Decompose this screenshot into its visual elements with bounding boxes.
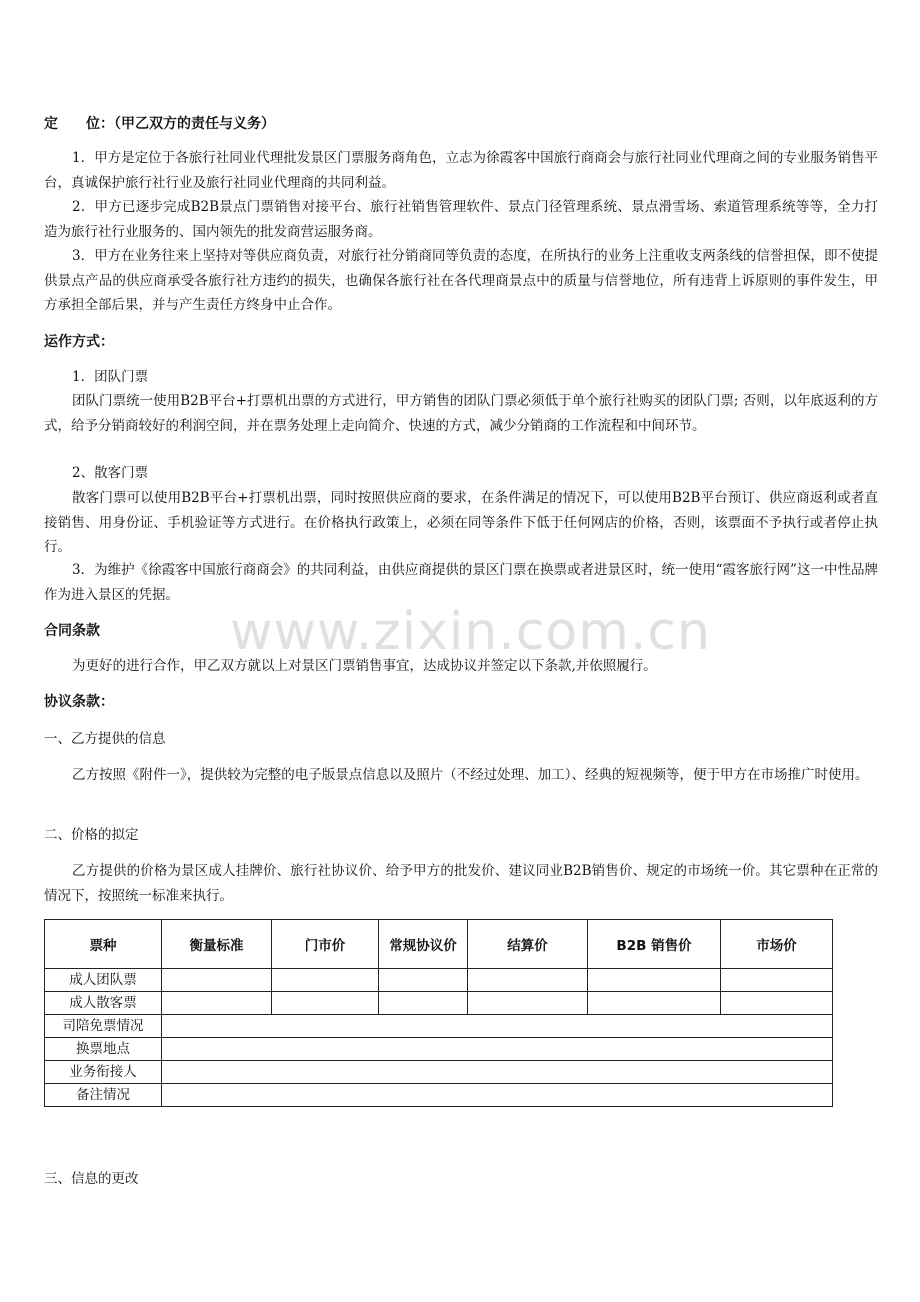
- row-label: 司陪免票情况: [45, 1015, 162, 1038]
- table-cell: [162, 992, 272, 1015]
- row-label: 成人散客票: [45, 992, 162, 1015]
- table-cell: [379, 969, 468, 992]
- table-cell: [162, 1015, 833, 1038]
- clause-3-title: 三、信息的更改: [44, 1171, 139, 1187]
- table-cell: [162, 1061, 833, 1084]
- table-row: [45, 1015, 833, 1038]
- heading-hetong: 合同条款: [44, 623, 100, 639]
- paragraph-dingwei-2: 2．甲方已逐步完成B2B景点门票销售对接平台、旅行社销售管理软件、景点门径管理系统、景点滑雪场、索道管理系统等等，全力打造为旅行社行业服务的、国内领先的批发商营运服务商。: [44, 199, 878, 240]
- item-1-title: 1．团队门票: [72, 369, 149, 385]
- heading-yunzuo: 运作方式：: [44, 334, 114, 350]
- heading-dingwei: 定 位：（甲乙双方的责任与义务）: [44, 116, 275, 132]
- clause-2-title: 二、价格的拟定: [44, 827, 139, 843]
- header-standard: 衡量标准: [162, 920, 272, 969]
- row-label: 成人团队票: [45, 969, 162, 992]
- row-label: 业务衔接人: [45, 1061, 162, 1084]
- clause-1-body: 乙方按照《附件一》，提供较为完整的电子版景点信息以及照片（不经过处理、加工）、经典的短视频等，便于甲方在市场推广时使用。: [72, 767, 869, 783]
- price-table-header-row: [45, 920, 833, 969]
- table-row: [45, 969, 833, 992]
- row-label: 备注情况: [45, 1084, 162, 1107]
- item-3: 3．为维护《徐霞客中国旅行商商会》的共同利益，由供应商提供的景区门票在换票或者进景区时，统一使用“霞客旅行网”这一中性品牌作为进入景区的凭据。: [44, 562, 878, 603]
- table-cell: [721, 969, 833, 992]
- table-cell: [272, 992, 379, 1015]
- table-row: [45, 1084, 833, 1107]
- table-cell: [588, 969, 721, 992]
- table-row: [45, 1038, 833, 1061]
- watermark: www.zixin.com.cn: [230, 602, 711, 662]
- table-cell: [468, 969, 588, 992]
- item-2-body: 散客门票可以使用B2B平台+打票机出票，同时按照供应商的要求，在条件满足的情况下，可以使用B2B平台预订、供应商返利或者直接销售、用身份证、手机验证等方式进行。在价格执行政策上，必须在同等条件下低于任何网店的价格，否则，该票面不予执行或者停止执行。: [44, 490, 878, 555]
- table-cell: [588, 992, 721, 1015]
- table-row: [45, 992, 833, 1015]
- clause-2-body: 乙方提供的价格为景区成人挂牌价、旅行社协议价、给予甲方的批发价、建议同业B2B销售价、规定的市场统一价。其它票种在正常的情况下，按照统一标准来执行。: [44, 863, 878, 904]
- table-row: [45, 1061, 833, 1084]
- paragraph-dingwei-3: 3．甲方在业务往来上坚持对等供应商负责，对旅行社分销商同等负责的态度，在所执行的业务上注重收支两条线的信誉担保，即不使提供景点产品的供应商承受各旅行社方违约的损失，也确保各旅行社在各代理商景点中的质量与信誉地位，所有违背上诉原则的事件发生，甲方承担全部后果，并与产生责任方终身中止合作。: [44, 248, 878, 313]
- paragraph-hetong: 为更好的进行合作，甲乙双方就以上对景区门票销售事宜，达成协议并签定以下条款,并依照履行。: [72, 658, 657, 674]
- table-cell: [162, 969, 272, 992]
- header-b2b-price: B2B 销售价: [588, 920, 721, 969]
- heading-xieyi: 协议条款：: [44, 694, 114, 710]
- item-1-body: 团队门票统一使用B2B平台+打票机出票的方式进行，甲方销售的团队门票必须低于单个旅行社购买的团队门票; 否则，以年底返利的方式，给予分销商较好的利润空间，并在票务处理上走向简介、快速的方式，减少分销商的工作流程和中间环节。: [44, 393, 878, 434]
- header-market-price: 市场价: [721, 920, 833, 969]
- header-ticket-type: 票种: [45, 920, 162, 969]
- price-table: [44, 919, 833, 1107]
- paragraph-dingwei-1: 1．甲方是定位于各旅行社同业代理批发景区门票服务商角色，立志为徐霞客中国旅行商商会与旅行社同业代理商之间的专业服务销售平台，真诚保护旅行社行业及旅行社同业代理商的共同利益。: [44, 150, 878, 191]
- table-cell: [468, 992, 588, 1015]
- table-cell: [162, 1038, 833, 1061]
- header-settlement-price: 结算价: [468, 920, 588, 969]
- clause-1-title: 一、乙方提供的信息: [44, 731, 166, 747]
- header-agreement-price: 常规协议价: [379, 920, 468, 969]
- row-label: 换票地点: [45, 1038, 162, 1061]
- table-cell: [379, 992, 468, 1015]
- header-retail-price: 门市价: [272, 920, 379, 969]
- table-cell: [272, 969, 379, 992]
- item-2-title: 2、散客门票: [72, 465, 149, 481]
- table-cell: [721, 992, 833, 1015]
- table-cell: [162, 1084, 833, 1107]
